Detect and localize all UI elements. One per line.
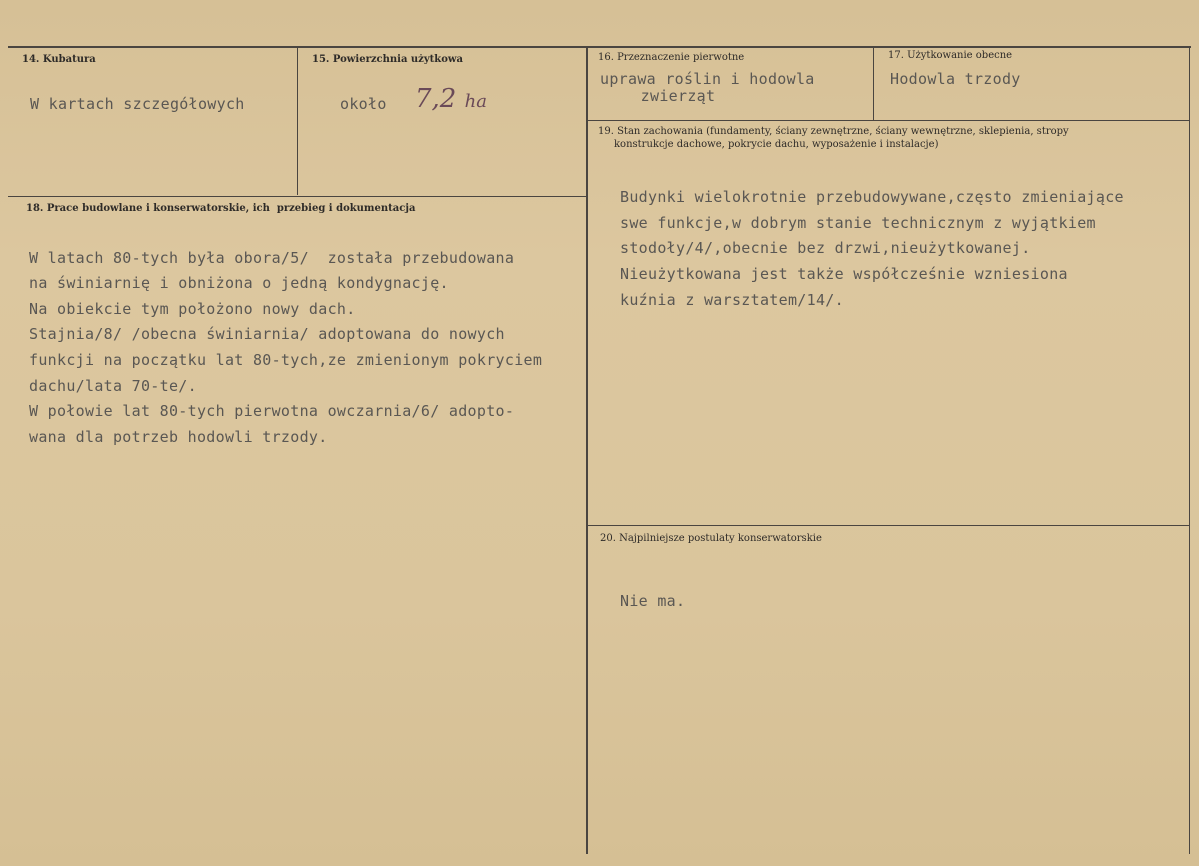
divider-16-17: [873, 48, 874, 120]
field-18-line-5: funkcji na początku lat 80-tych,ze zmienionym pokryciem: [29, 351, 543, 369]
field-16-line-1: uprawa roślin i hodowla: [600, 70, 815, 88]
field-19-line-1: Budynki wielokrotnie przebudowywane,często zmieniające: [620, 188, 1124, 206]
field-18-line-1: W latach 80-tych była obora/5/ została przebudowana: [29, 249, 515, 267]
rule-above-20: [587, 525, 1189, 526]
field-18-line-6: dachu/lata 70-te/.: [29, 377, 197, 395]
field-15-handwritten: [415, 84, 487, 114]
area-number: 7,2: [415, 84, 457, 114]
field-18-label: 18. Prace budowlane i konserwatorskie, ich przebieg i dokumentacja: [26, 203, 416, 214]
field-17-value: Hodowla trzody: [890, 70, 1021, 88]
rule-below-14-15: [8, 196, 588, 197]
field-15-value: około: [340, 95, 387, 113]
divider-14-15: [297, 48, 298, 195]
field-18-line-3: Na obiekcie tym położono nowy dach.: [29, 300, 356, 318]
field-14-value: W kartach szczegółowych: [30, 95, 245, 113]
field-19-line-2: swe funkcje,w dobrym stanie technicznym z wyjątkiem: [620, 214, 1096, 232]
field-15-label: 15. Powierzchnia użytkowa: [312, 54, 463, 65]
field-14-label: 14. Kubatura: [22, 54, 96, 65]
field-18-line-8: wana dla potrzeb hodowli trzody.: [29, 428, 328, 446]
field-16-label: 16. Przeznaczenie pierwotne: [598, 52, 745, 63]
field-16-line-2: zwierząt: [622, 87, 716, 105]
top-rule: [8, 46, 1191, 48]
area-unit: ha: [464, 91, 487, 112]
field-20-value: Nie ma.: [620, 592, 686, 610]
field-17-label: 17. Użytkowanie obecne: [888, 50, 1013, 61]
field-19-label-line-2: konstrukcje dachowe, pokrycie dachu, wyposażenie i instalacje): [614, 139, 939, 150]
field-20-label: 20. Najpilniejsze postulaty konserwatorskie: [600, 533, 822, 544]
field-18-line-2: na świniarnię i obniżona o jedną kondygnację.: [29, 274, 449, 292]
field-19-line-4: Nieużytkowana jest także współcześnie wzniesiona: [620, 265, 1068, 283]
rule-below-16-17: [587, 120, 1189, 121]
right-edge: [1189, 48, 1190, 854]
field-19-line-5: kuźnia z warsztatem/14/.: [620, 291, 844, 309]
divider-left-right: [586, 48, 588, 854]
field-19-line-3: stodoły/4/,obecnie bez drzwi,nieużytkowanej.: [620, 239, 1031, 257]
field-18-line-4: Stajnia/8/ /obecna świniarnia/ adoptowana do nowych: [29, 325, 505, 343]
field-19-label-line-1: 19. Stan zachowania (fundamenty, ściany zewnętrzne, ściany wewnętrzne, sklepienia, stropy: [598, 126, 1069, 137]
field-18-line-7: W połowie lat 80-tych pierwotna owczarnia/6/ adopto-: [29, 402, 515, 420]
